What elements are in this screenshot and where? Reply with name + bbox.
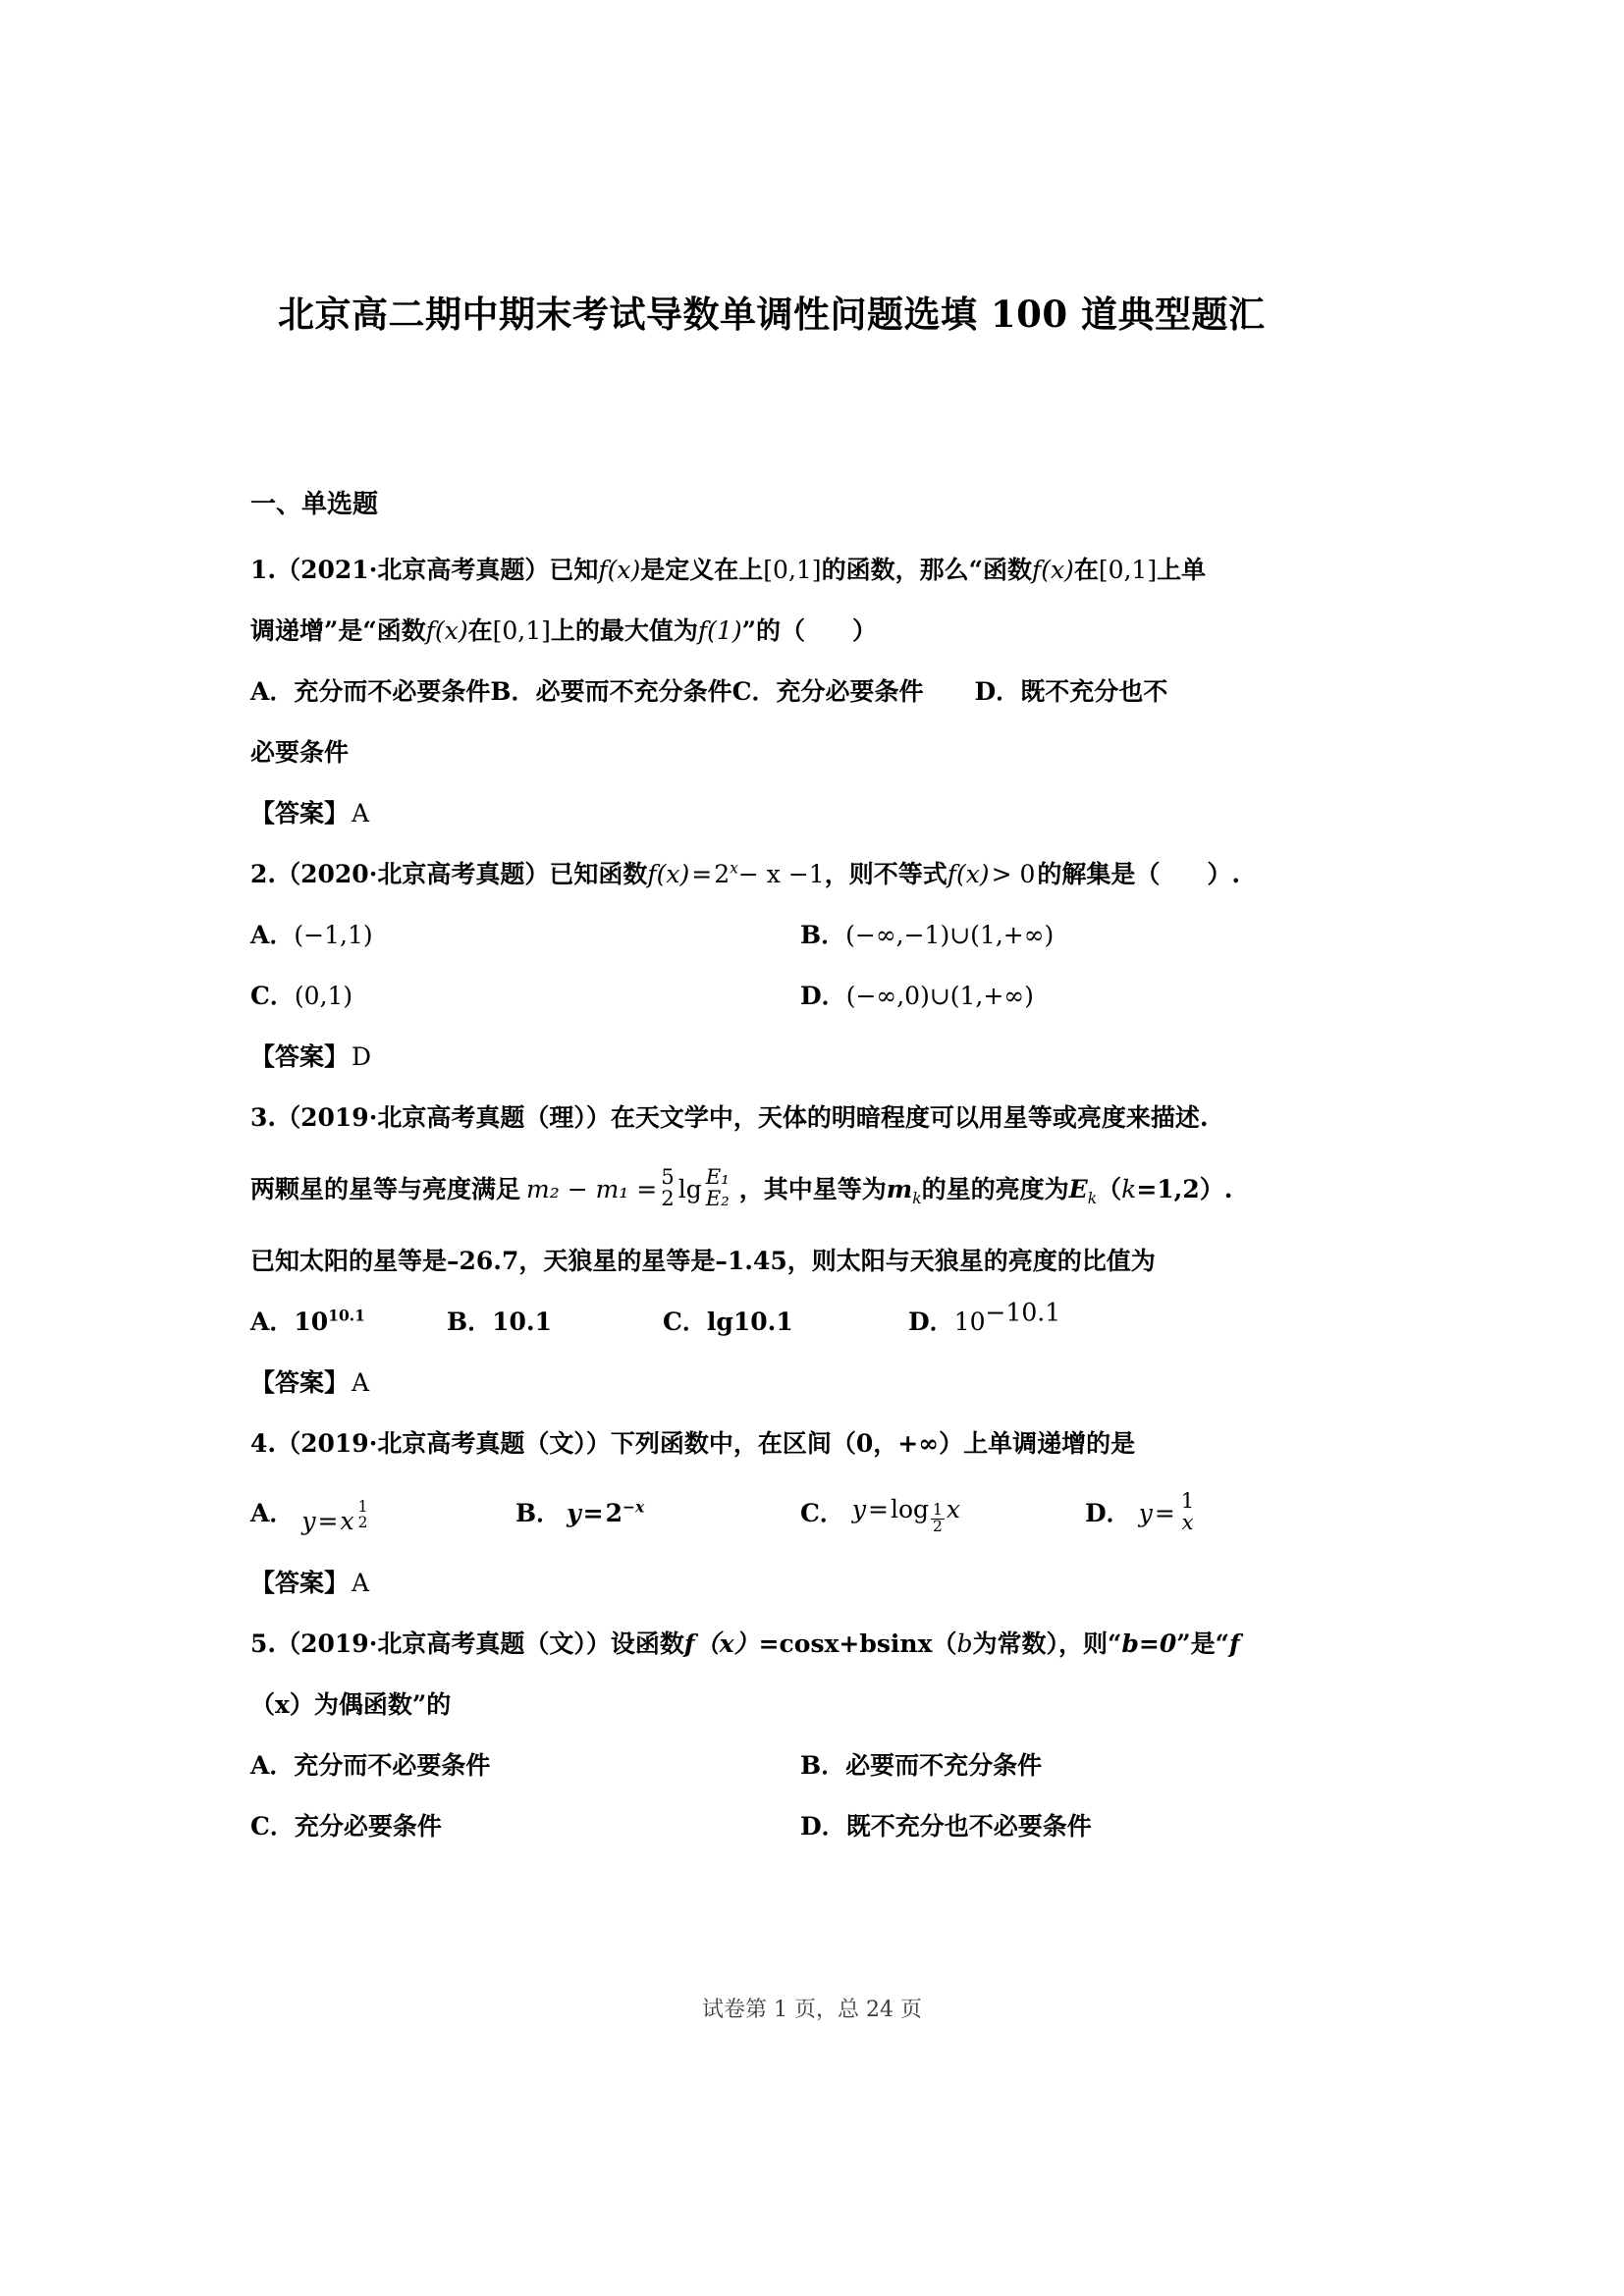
q2-ineq-rest: > 0: [991, 860, 1036, 888]
q4d-y: y: [1138, 1499, 1153, 1527]
q4c-fn: log: [890, 1495, 930, 1523]
q1-opt-b-label: B．: [490, 677, 536, 706]
question-5-options-row-1: [250, 1735, 1394, 1796]
q4c-y: y: [851, 1495, 867, 1523]
question-4-option-a[interactable]: [250, 1474, 515, 1553]
question-5-options-row-2: [250, 1796, 1394, 1857]
q3-text-c: ，其中星等为: [738, 1175, 887, 1203]
document-body: [250, 486, 1394, 1857]
q3-opt-a-base: 10: [294, 1308, 329, 1336]
question-2-option-c[interactable]: [250, 966, 800, 1027]
q1-fx-1: f(x): [598, 556, 641, 584]
question-block-5: [250, 1614, 1394, 1857]
question-2-stem: [250, 844, 1394, 905]
q4a-exp-den: 2: [357, 1513, 368, 1531]
q3-mk-base: m: [886, 1175, 913, 1203]
q4d-num: 1: [1180, 1489, 1195, 1515]
question-4-answer: [250, 1553, 1394, 1614]
q5-text-b: =cosx+bsinx（: [758, 1629, 957, 1658]
q4d-den: x: [1181, 1511, 1194, 1535]
question-1-option-d[interactable]: [975, 662, 1168, 722]
q2-opt-a-label: A．: [250, 921, 295, 949]
question-2-options-row-2: [250, 966, 1394, 1027]
page-title: 北京高二期中期末考试导数单调性问题选填 100 道典型题汇: [278, 293, 1266, 336]
q1-opt-c-label: C．: [731, 677, 777, 706]
question-block-1: [250, 540, 1394, 844]
q1-f1: f(1): [697, 616, 742, 645]
q1-fx-3: f(x): [425, 616, 468, 645]
question-3-answer: [250, 1353, 1394, 1414]
q2-opt-d-label: D．: [800, 982, 846, 1010]
q1-text-g: 在: [467, 616, 493, 645]
question-1-number: 1.: [250, 556, 277, 584]
q5-opt-d-label: D．: [800, 1812, 846, 1841]
q2-ineq-fx: f(x): [947, 860, 990, 888]
q4b-eq: =: [582, 1499, 604, 1527]
section-heading: 一、单选题: [250, 490, 379, 519]
question-3-stem-line-2: [250, 1148, 1394, 1231]
q3-opt-d-base: 10: [953, 1308, 986, 1336]
q3-opt-c-label: C．: [663, 1308, 707, 1336]
q4c-base: [929, 1500, 947, 1535]
question-1-answer: [250, 783, 1394, 844]
q1-opt-d-text-cont: 必要条件: [250, 738, 350, 767]
q1-text-d: 在: [1073, 556, 1099, 584]
q3-text-d: 的星的亮度为: [921, 1175, 1069, 1203]
q3-text-e: （: [1097, 1175, 1122, 1203]
q3-ek: [1069, 1148, 1097, 1231]
q3-opt-b-label: B．: [447, 1308, 493, 1336]
q3-ek-sub: k: [1087, 1190, 1098, 1207]
q3-opt-c-text: lg10.1: [706, 1308, 793, 1336]
q3-frac-5-2: [659, 1167, 677, 1209]
q4c-base-den: 2: [933, 1517, 943, 1535]
q4-opt-a-label: A．: [250, 1499, 295, 1527]
q3-answer-value: A: [352, 1368, 370, 1397]
question-2-source: （2020·北京高考真题）: [276, 860, 550, 888]
q3-frac-num: 5: [661, 1165, 675, 1191]
q1-opt-d-text: 既不充分也不: [1020, 677, 1168, 706]
q3-opt-d-label: D．: [908, 1308, 954, 1336]
question-5-option-b[interactable]: [800, 1735, 1042, 1796]
question-3-stem-line-3: [250, 1231, 1394, 1292]
q3-lg: lg: [677, 1175, 702, 1203]
question-5-option-a[interactable]: [250, 1735, 800, 1796]
q2-text-c: 的解集是（: [1037, 860, 1161, 888]
q4-text-a: 下列函数中，在区间（0，+∞）上单调递增的是: [610, 1429, 1136, 1458]
q3-ratio-den: E₂: [705, 1187, 730, 1211]
question-4-number: 4.: [250, 1429, 277, 1458]
q1-text-i: ”的（: [741, 616, 805, 645]
q3-formula: [526, 1148, 733, 1231]
question-4-options-row: [250, 1474, 1394, 1553]
q5-fx: f（x）: [683, 1629, 759, 1658]
q2-opt-c-label: C．: [250, 982, 295, 1010]
q3-text-g: 已知太阳的星等是–26.7，天狼星的星等是–1.45，则太阳与天狼星的亮度的比值为: [250, 1247, 1156, 1275]
q1-opt-c-text: 充分必要条件: [776, 677, 924, 706]
q4c-arg: x: [946, 1495, 961, 1523]
question-2-option-b[interactable]: [800, 905, 1054, 966]
q3-opt-b-text: 10.1: [492, 1308, 553, 1336]
q4-opt-d-math: [1139, 1474, 1199, 1553]
q1-opt-d-label: D．: [974, 677, 1021, 706]
question-3-option-a[interactable]: [250, 1292, 447, 1353]
q5-text-c: 为常数），则“: [972, 1629, 1122, 1658]
q2-answer-value: D: [352, 1042, 372, 1071]
question-4-option-b[interactable]: [515, 1474, 800, 1553]
q3-text-f: =1,2）.: [1136, 1175, 1233, 1203]
q5-opt-b-text: 必要而不充分条件: [845, 1751, 1043, 1780]
q1-text-j: ）: [851, 616, 877, 645]
question-5-number: 5.: [250, 1629, 277, 1658]
question-3-option-c[interactable]: [663, 1292, 908, 1353]
q4b-y: y: [567, 1499, 581, 1527]
q5-text-e: （x）为偶函数”的: [250, 1690, 452, 1719]
q3-mk: [887, 1148, 922, 1231]
question-3-stem-line-1: [250, 1088, 1394, 1148]
question-4-source: （2019·北京高考真题（文））: [276, 1429, 611, 1458]
q1-text-b: 是定义在上: [640, 556, 764, 584]
q4-opt-d-label: D．: [1085, 1499, 1131, 1527]
q3-mk-sub: k: [912, 1190, 922, 1207]
q3-k-var: k: [1121, 1175, 1137, 1203]
question-1-option-a[interactable]: [250, 662, 490, 722]
question-1-options-row-2: [250, 722, 1394, 783]
question-2-options-row-1: [250, 905, 1394, 966]
question-1-stem-line-2: [250, 601, 1394, 662]
question-block-3: [250, 1088, 1394, 1414]
q1-opt-a-label: A．: [250, 677, 295, 706]
q5-opt-c-label: C．: [250, 1812, 295, 1841]
q1-interval-2: [0,1]: [1098, 556, 1158, 584]
q3-formula-lhs: m₂ − m₁ =: [526, 1175, 658, 1203]
q3-opt-a-label: A．: [250, 1308, 295, 1336]
q4-answer-value: A: [352, 1569, 370, 1597]
q5-b-var: b: [956, 1629, 973, 1658]
q1-answer-value: A: [352, 799, 370, 828]
q4c-base-num: 1: [933, 1500, 943, 1519]
q5-opt-a-text: 充分而不必要条件: [294, 1751, 491, 1780]
q2-opt-b-math: (−∞,−1)∪(1,+∞): [845, 921, 1055, 949]
q1-text-f: 调递增”是“函数: [250, 616, 426, 645]
q5-opt-a-label: A．: [250, 1751, 295, 1780]
question-1-source: （2021·北京高考真题）: [276, 556, 550, 584]
q3-text-b: 两颗星的星等与亮度满足: [250, 1175, 521, 1203]
q5-opt-b-label: B．: [800, 1751, 846, 1780]
question-2-number: 2.: [250, 860, 277, 888]
q3-opt-d-exp: −10.1: [985, 1298, 1061, 1327]
q2-base: 2: [714, 860, 731, 888]
question-5-source: （2019·北京高考真题（文））: [276, 1629, 611, 1658]
q1-fx-2: f(x): [1031, 556, 1074, 584]
q4-opt-b-label: B．: [515, 1499, 562, 1527]
question-2-option-d[interactable]: [800, 966, 1034, 1027]
question-3-options-row: [250, 1292, 1394, 1353]
q5-text-d: ”是“: [1176, 1629, 1229, 1658]
q4a-eq: =: [317, 1507, 339, 1535]
question-5-stem-line-1: [250, 1614, 1394, 1675]
question-1-option-b[interactable]: [490, 662, 731, 722]
q5-text-a: 设函数: [610, 1629, 684, 1658]
question-2-answer: [250, 1027, 1394, 1088]
q2-text-d: ）.: [1207, 860, 1241, 888]
question-5-stem-line-2: [250, 1675, 1394, 1735]
q2-exp: x: [730, 859, 738, 878]
question-2-option-a[interactable]: [250, 905, 800, 966]
q2-opt-a-math: (−1,1): [294, 921, 373, 949]
q2-answer-label: 【答案】: [250, 1042, 350, 1071]
q5-opt-d-text: 既不充分也不必要条件: [845, 1812, 1092, 1841]
q2-opt-b-label: B．: [800, 921, 846, 949]
q4-opt-b-math: [567, 1499, 644, 1527]
q3-frac-e1-e2: [704, 1167, 731, 1209]
page-footer: 试卷第 1 页，总 24 页: [702, 1998, 922, 2022]
question-3-source: （2019·北京高考真题（理））: [276, 1103, 611, 1132]
q3-frac-den: 2: [661, 1187, 675, 1211]
q3-answer-label: 【答案】: [250, 1368, 350, 1397]
q2-eq: =: [691, 860, 713, 888]
q1-answer-label: 【答案】: [250, 799, 350, 828]
q2-text-b: ，则不等式: [824, 860, 947, 888]
q2-rest: − x −1: [737, 860, 825, 888]
q4d-eq: =: [1154, 1499, 1175, 1527]
q1-opt-a-text: 充分而不必要条件: [294, 677, 491, 706]
question-1-options-row-1: [250, 662, 1394, 722]
question-4-option-c[interactable]: [800, 1474, 1085, 1553]
q3-ratio-num: E₁: [705, 1165, 730, 1191]
q4a-exp: [354, 1497, 372, 1531]
question-5-option-d[interactable]: [800, 1796, 1092, 1857]
q2-text-a: 已知函数: [549, 860, 648, 888]
q4a-y: y: [301, 1507, 316, 1535]
q3-opt-a-exp: 10.1: [328, 1306, 365, 1325]
question-1-option-c[interactable]: [732, 662, 924, 722]
q4d-frac: [1179, 1491, 1197, 1533]
question-3-number: 3.: [250, 1103, 277, 1132]
q5-opt-c-text: 充分必要条件: [294, 1812, 442, 1841]
q2-fx: f(x): [647, 860, 690, 888]
q1-text-c: 的函数，那么“函数: [821, 556, 1032, 584]
q5-f-var: f: [1229, 1629, 1240, 1658]
question-1-stem-line-1: [250, 540, 1394, 601]
q1-interval-3: [0,1]: [492, 616, 551, 645]
q2-opt-d-math: (−∞,0)∪(1,+∞): [845, 982, 1034, 1010]
q1-opt-b-text: 必要而不充分条件: [535, 677, 732, 706]
q4a-base: x: [340, 1507, 354, 1535]
q4-answer-label: 【答案】: [250, 1569, 350, 1597]
q4b-base: 2: [605, 1499, 623, 1527]
question-3-option-b[interactable]: [447, 1292, 663, 1353]
question-4-stem: [250, 1414, 1394, 1474]
q3-ek-base: E: [1068, 1175, 1088, 1203]
q4c-eq: =: [868, 1495, 889, 1523]
question-3-option-d[interactable]: [908, 1292, 1060, 1353]
question-5-option-c[interactable]: [250, 1796, 800, 1857]
q2-inequality: [947, 860, 1038, 888]
q2-formula: [647, 860, 824, 888]
q1-text-a: 已知: [549, 556, 599, 584]
q3-text-a: 在天文学中，天体的明暗程度可以用星等或亮度来描述.: [610, 1103, 1209, 1132]
q2-opt-c-math: (0,1): [294, 982, 353, 1010]
question-block-4: [250, 1414, 1394, 1614]
q4a-exp-num: 1: [357, 1497, 368, 1516]
question-4-option-d[interactable]: [1085, 1474, 1198, 1553]
q1-text-h: 上的最大值为: [550, 616, 698, 645]
q1-text-e: 上单: [1157, 556, 1207, 584]
question-block-2: [250, 844, 1394, 1088]
q4-opt-a-math: [301, 1497, 371, 1535]
q4b-exp: −x: [623, 1497, 645, 1517]
q4-opt-c-label: C．: [800, 1499, 844, 1527]
q1-interval-1: [0,1]: [763, 556, 822, 584]
q5-b-eq-0: b=0: [1121, 1629, 1177, 1658]
q4-opt-c-math: [851, 1495, 961, 1535]
